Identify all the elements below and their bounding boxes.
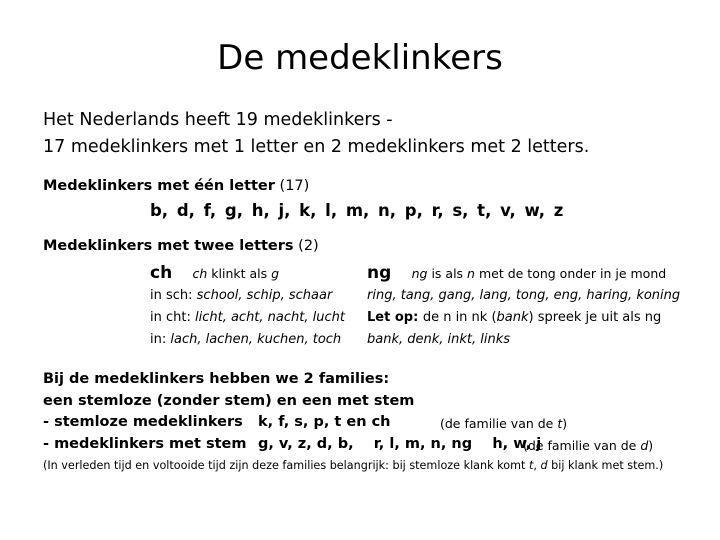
ng-example-words: ring, tang, gang, lang, tong, eng, haring, koning	[367, 288, 681, 303]
voiced-note-c: )	[648, 438, 654, 453]
ch-note-c: g	[271, 266, 280, 281]
voiceless-letters: k, f, s, p, t en ch	[258, 414, 391, 430]
nk-examples	[367, 332, 510, 347]
intro-line-2: 17 medeklinkers met 1 letter en 2 medeklinkers met 2 letters.	[43, 137, 590, 157]
ng-note-c: n	[467, 266, 475, 281]
ng-line	[367, 263, 666, 283]
let-op-d: ) spreek je uit als ng	[528, 310, 662, 325]
ng-let-op	[367, 310, 661, 325]
in-prefix: in:	[150, 332, 171, 347]
sch-prefix: in sch:	[150, 288, 197, 303]
ng-note-b: is als	[427, 266, 468, 281]
footnote	[43, 459, 663, 472]
footnote-b: t	[528, 459, 534, 472]
sch-examples	[150, 288, 332, 303]
ng-examples	[367, 288, 680, 303]
ch-line	[150, 263, 279, 283]
ch-note-b: klinkt als	[207, 266, 272, 281]
double-count: (2)	[293, 238, 319, 254]
single-letter-list: b, d, f, g, h, j, k, l, m, n, p, r, s, t, v, w, z	[150, 201, 564, 220]
footnote-d: d	[540, 459, 548, 472]
let-op-label: Let op:	[367, 310, 423, 325]
single-letter-heading	[43, 178, 309, 194]
double-heading-text: Medeklinkers met twee letters	[43, 238, 294, 254]
page-title: De medeklinkers	[217, 38, 503, 78]
ng-note	[412, 266, 667, 281]
ch-note	[193, 266, 280, 281]
voiced-note	[523, 438, 653, 453]
voiced-letters: g, v, z, d, b, r, l, m, n, ng h, w, j	[258, 436, 542, 452]
footnote-e: bij klank met stem.)	[547, 459, 664, 472]
cht-examples	[150, 310, 345, 325]
in-examples	[150, 332, 341, 347]
in-words: lach, lachen, kuchen, toch	[170, 332, 342, 347]
voiceless-label: - stemloze medeklinkers	[43, 414, 243, 430]
let-op-c: bank	[496, 310, 529, 325]
let-op-b: de n in nk (	[422, 310, 497, 325]
ch-symbol: ch	[150, 263, 173, 283]
ch-note-a: ch	[192, 266, 208, 281]
ng-note-a: ng	[411, 266, 428, 281]
footnote-a: (In verleden tijd en voltooide tijd zijn deze families belangrijk: bij stemloze klank komt	[43, 459, 529, 472]
voiceless-note-a: (de familie van de	[440, 416, 558, 431]
voiced-note-b: d	[640, 438, 649, 453]
families-intro: Bij de medeklinkers hebben we 2 families:	[43, 371, 390, 387]
double-letter-heading	[43, 238, 319, 254]
cht-words: licht, acht, nacht, lucht	[194, 310, 345, 325]
nk-example-words: bank, denk, inkt, links	[367, 332, 511, 347]
voiceless-note-c: )	[562, 416, 568, 431]
cht-prefix: in cht:	[150, 310, 195, 325]
intro-line-1: Het Nederlands heeft 19 medeklinkers -	[43, 110, 393, 130]
voiced-label: - medeklinkers met stem	[43, 436, 247, 452]
voiced-note-a: (de familie van de	[523, 438, 641, 453]
voiceless-note	[440, 416, 567, 431]
families-line-2: een stemloze (zonder stem) en een met stem	[43, 393, 415, 409]
single-count: (17)	[274, 178, 310, 194]
footnote-c: ,	[533, 459, 541, 472]
sch-words: school, schip, schaar	[196, 288, 333, 303]
voiceless-note-b: t	[557, 416, 563, 431]
single-heading-text: Medeklinkers met één letter	[43, 178, 275, 194]
ng-note-d: met de tong onder in je mond	[474, 266, 667, 281]
ng-symbol: ng	[367, 263, 392, 283]
